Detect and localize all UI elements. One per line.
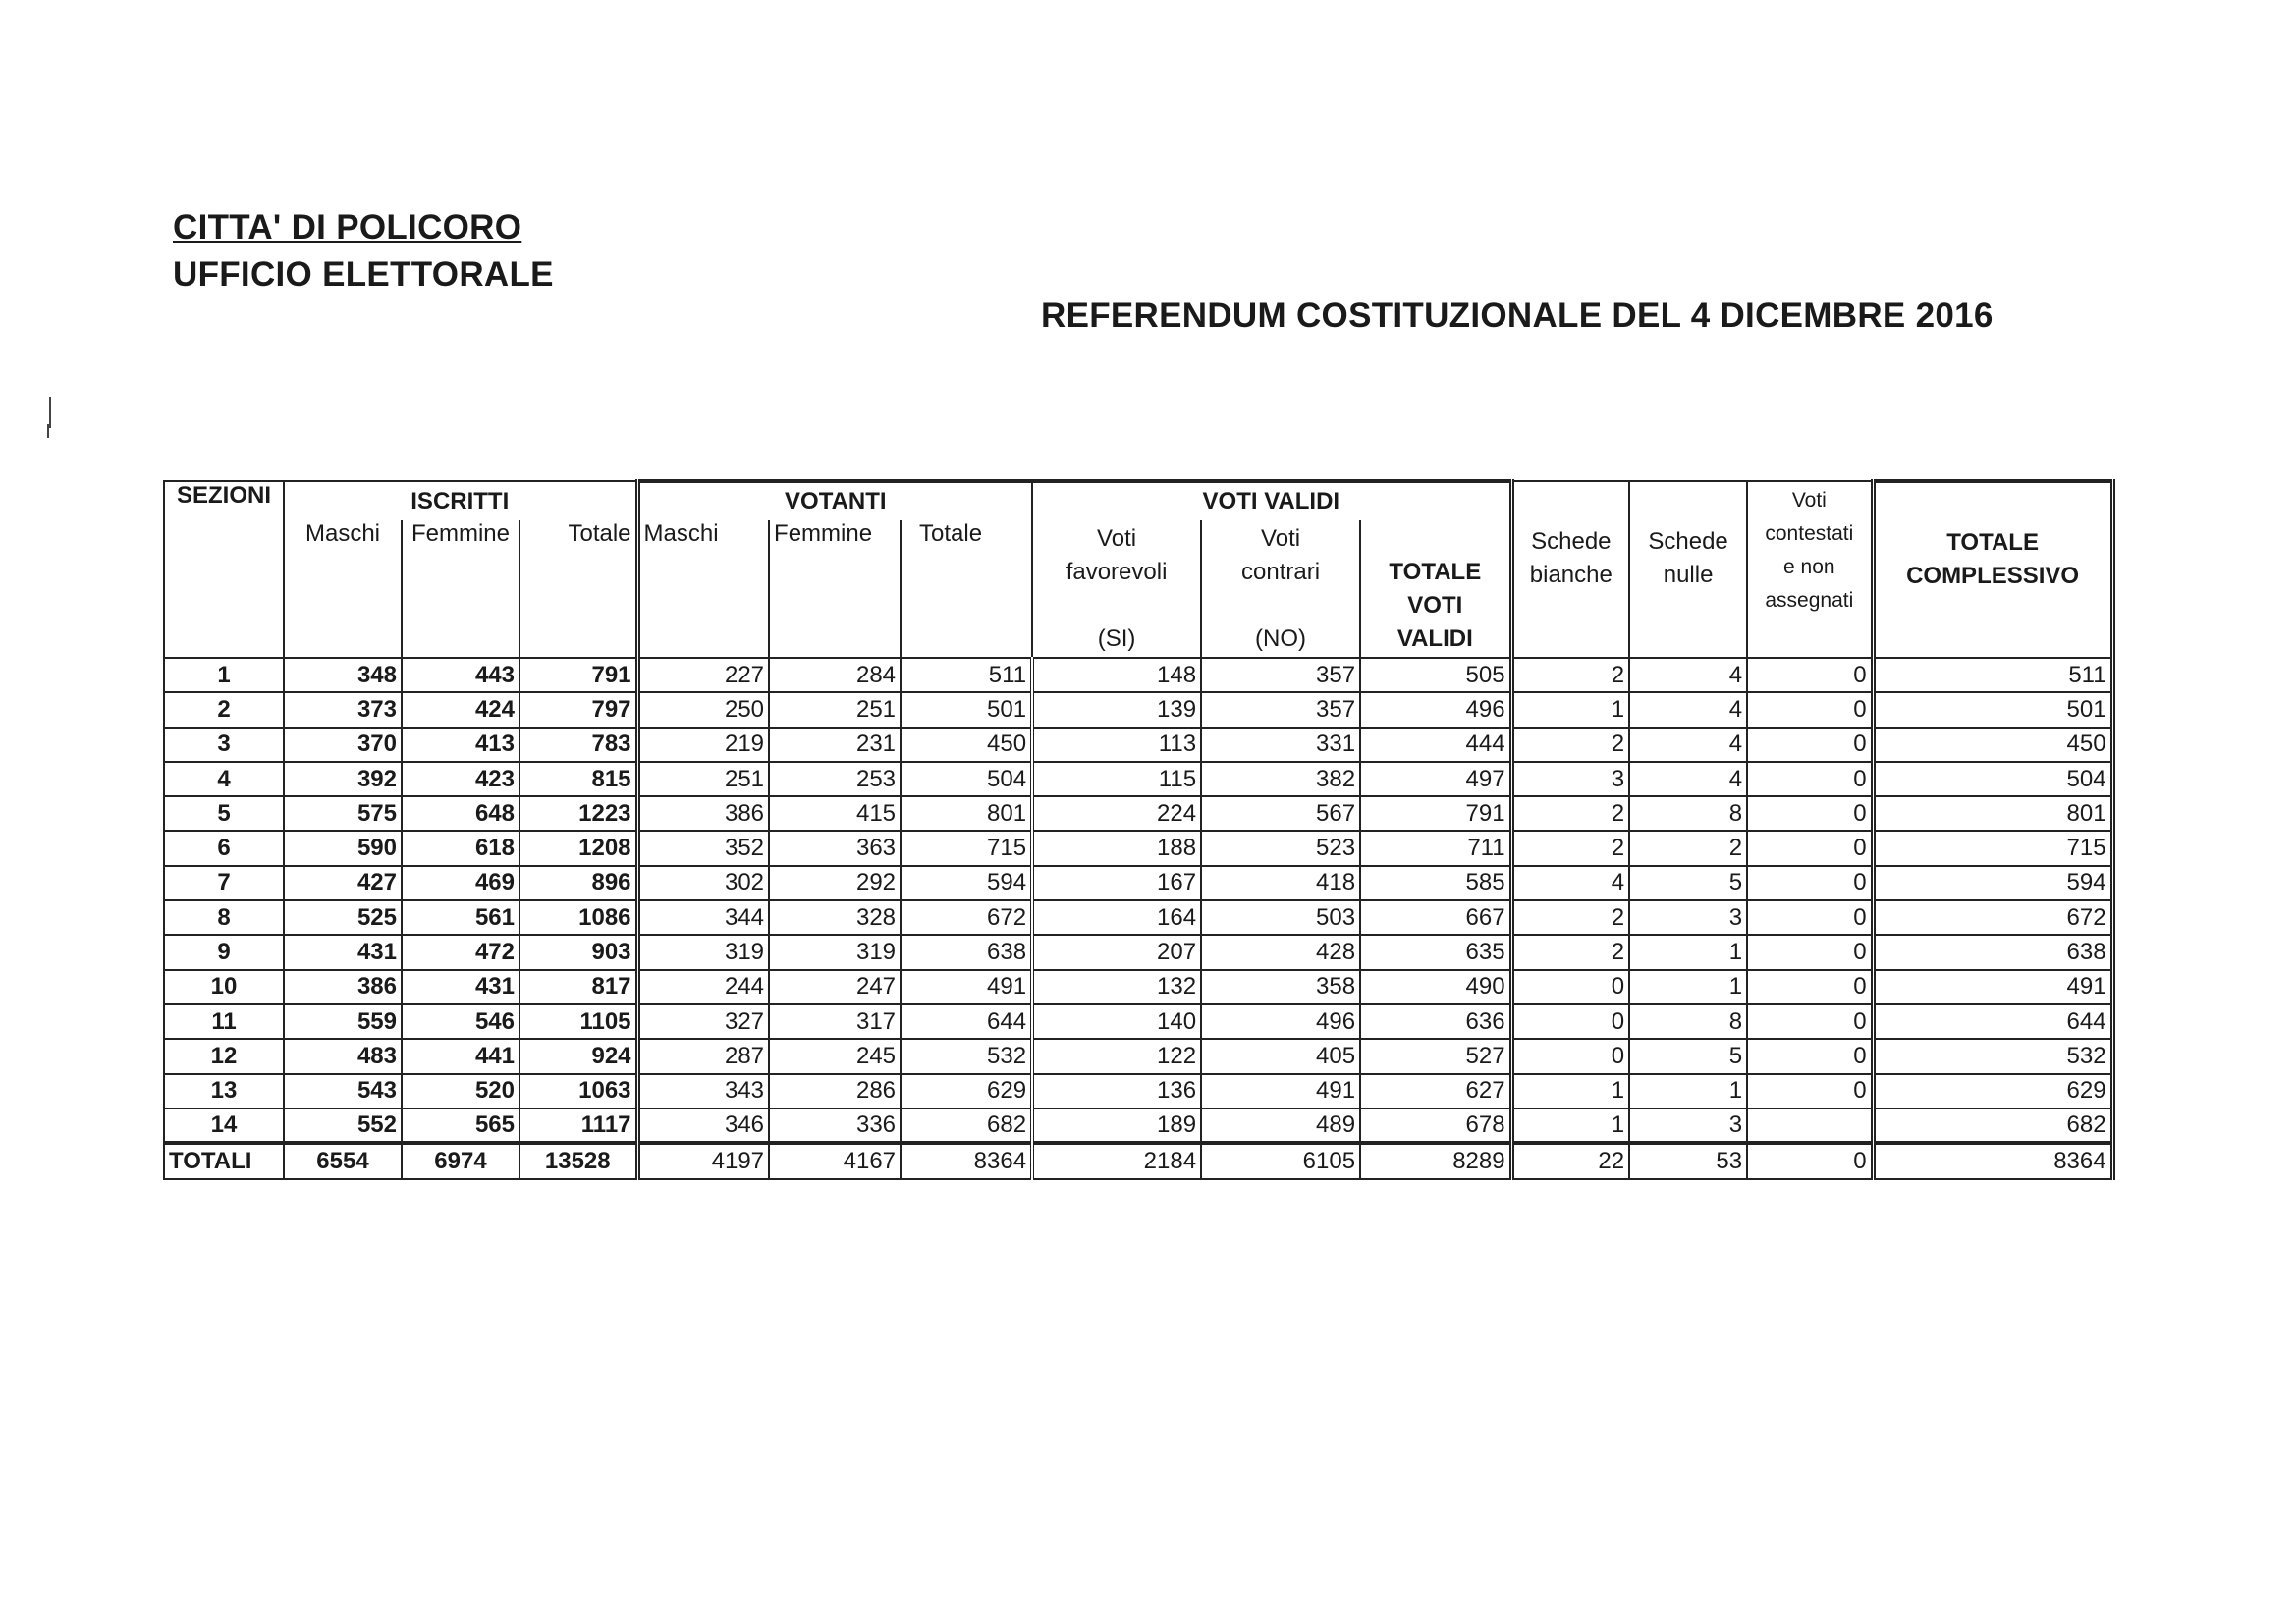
cell-schede-nulle: 5 xyxy=(1629,866,1747,900)
cell-votanti-femmine: 251 xyxy=(769,692,901,727)
cell-schede-bianche: 0 xyxy=(1511,1039,1629,1073)
header-group-votanti: VOTANTI xyxy=(637,481,1032,520)
cell-schede-nulle: 4 xyxy=(1629,762,1747,796)
cell-schede-bianche: 2 xyxy=(1511,831,1629,865)
cell-voti-contestati: 0 xyxy=(1747,762,1873,796)
cell-iscritti-femmine: 618 xyxy=(402,831,519,865)
cell-schede-bianche: 1 xyxy=(1511,692,1629,727)
cell-iscritti-femmine: 413 xyxy=(402,728,519,762)
header-sezioni: SEZIONI xyxy=(164,481,284,658)
cell-voti-contrari: 496 xyxy=(1201,1004,1360,1039)
table-row xyxy=(164,762,2112,796)
cell-schede-nulle: 4 xyxy=(1629,728,1747,762)
cell-iscritti-maschi: 6554 xyxy=(284,1143,402,1179)
cell-votanti-maschi: 219 xyxy=(637,728,769,762)
cell-schede-nulle: 5 xyxy=(1629,1039,1747,1073)
city-name: CITTA' DI POLICORO xyxy=(173,208,522,246)
cell-schede-nulle: 4 xyxy=(1629,658,1747,692)
cell-voti-favorevoli: 122 xyxy=(1032,1039,1201,1073)
cell-totale-voti-validi: 496 xyxy=(1360,692,1511,727)
cell-iscritti-totale: 1117 xyxy=(519,1109,637,1143)
cell-totale-complessivo: 532 xyxy=(1873,1039,2112,1073)
cell-voti-favorevoli: 113 xyxy=(1032,728,1201,762)
cell-iscritti-maschi: 559 xyxy=(284,1004,402,1039)
cell-sezione: 11 xyxy=(164,1004,284,1039)
cell-votanti-femmine: 253 xyxy=(769,762,901,796)
cell-iscritti-femmine: 520 xyxy=(402,1074,519,1109)
table-row xyxy=(164,831,2112,865)
cell-voti-contrari: 382 xyxy=(1201,762,1360,796)
cell-voti-favorevoli: 164 xyxy=(1032,900,1201,935)
cell-iscritti-totale: 13528 xyxy=(519,1143,637,1179)
cell-iscritti-totale: 1105 xyxy=(519,1004,637,1039)
cell-schede-nulle: 3 xyxy=(1629,900,1747,935)
table-row xyxy=(164,1109,2112,1143)
cell-voti-favorevoli: 188 xyxy=(1032,831,1201,865)
cell-totale-complessivo: 511 xyxy=(1873,658,2112,692)
cell-votanti-totale: 629 xyxy=(901,1074,1032,1109)
cell-votanti-femmine: 317 xyxy=(769,1004,901,1039)
cell-totale-voti-validi: 791 xyxy=(1360,796,1511,831)
header-group-voti-validi: VOTI VALIDI xyxy=(1032,481,1511,520)
cell-schede-bianche: 2 xyxy=(1511,900,1629,935)
cell-voti-contestati: 0 xyxy=(1747,866,1873,900)
cell-votanti-maschi: 251 xyxy=(637,762,769,796)
cell-sezione: 3 xyxy=(164,728,284,762)
cell-votanti-totale: 501 xyxy=(901,692,1032,727)
table-row xyxy=(164,728,2112,762)
cell-voti-favorevoli: 167 xyxy=(1032,866,1201,900)
cell-schede-nulle: 1 xyxy=(1629,1074,1747,1109)
cell-voti-favorevoli: 224 xyxy=(1032,796,1201,831)
cell-voti-contestati: 0 xyxy=(1747,658,1873,692)
cell-votanti-totale: 715 xyxy=(901,831,1032,865)
cell-voti-contestati: 0 xyxy=(1747,796,1873,831)
cell-totale-complessivo: 644 xyxy=(1873,1004,2112,1039)
cell-iscritti-maschi: 590 xyxy=(284,831,402,865)
cell-sezione: 4 xyxy=(164,762,284,796)
cell-voti-contrari: 6105 xyxy=(1201,1143,1360,1179)
cell-votanti-maschi: 4197 xyxy=(637,1143,769,1179)
cell-sezione: 9 xyxy=(164,935,284,969)
cell-voti-contestati: 0 xyxy=(1747,1074,1873,1109)
cell-totale-complessivo: 801 xyxy=(1873,796,2112,831)
cell-votanti-maschi: 244 xyxy=(637,970,769,1004)
cell-schede-bianche: 2 xyxy=(1511,658,1629,692)
cell-voti-contrari: 491 xyxy=(1201,1074,1360,1109)
scan-mark xyxy=(49,397,51,428)
cell-votanti-maschi: 250 xyxy=(637,692,769,727)
cell-votanti-maschi: 302 xyxy=(637,866,769,900)
cell-votanti-maschi: 227 xyxy=(637,658,769,692)
cell-voti-contrari: 405 xyxy=(1201,1039,1360,1073)
cell-votanti-femmine: 363 xyxy=(769,831,901,865)
cell-schede-nulle: 1 xyxy=(1629,935,1747,969)
cell-sezione: 6 xyxy=(164,831,284,865)
cell-voti-contestati: 0 xyxy=(1747,692,1873,727)
cell-iscritti-femmine: 469 xyxy=(402,866,519,900)
table-row xyxy=(164,866,2112,900)
cell-iscritti-femmine: 431 xyxy=(402,970,519,1004)
cell-iscritti-maschi: 525 xyxy=(284,900,402,935)
cell-totale-voti-validi: 585 xyxy=(1360,866,1511,900)
cell-voti-contestati: 0 xyxy=(1747,1004,1873,1039)
cell-sezione: 2 xyxy=(164,692,284,727)
cell-totale-complessivo: 638 xyxy=(1873,935,2112,969)
cell-iscritti-maschi: 431 xyxy=(284,935,402,969)
cell-votanti-totale: 511 xyxy=(901,658,1032,692)
cell-iscritti-totale: 817 xyxy=(519,970,637,1004)
header-iscritti-totale: Totale xyxy=(519,520,637,658)
cell-votanti-femmine: 415 xyxy=(769,796,901,831)
cell-iscritti-totale: 797 xyxy=(519,692,637,727)
cell-totale-voti-validi: 490 xyxy=(1360,970,1511,1004)
cell-schede-nulle: 8 xyxy=(1629,796,1747,831)
cell-votanti-totale: 682 xyxy=(901,1109,1032,1143)
cell-iscritti-femmine: 472 xyxy=(402,935,519,969)
cell-voti-favorevoli: 132 xyxy=(1032,970,1201,1004)
cell-schede-bianche: 0 xyxy=(1511,970,1629,1004)
cell-totale-complessivo: 491 xyxy=(1873,970,2112,1004)
cell-votanti-totale: 594 xyxy=(901,866,1032,900)
cell-iscritti-totale: 1086 xyxy=(519,900,637,935)
cell-voti-contrari: 489 xyxy=(1201,1109,1360,1143)
cell-votanti-maschi: 343 xyxy=(637,1074,769,1109)
cell-voti-favorevoli: 2184 xyxy=(1032,1143,1201,1179)
cell-schede-nulle: 3 xyxy=(1629,1109,1747,1143)
cell-sezione: 14 xyxy=(164,1109,284,1143)
table-row xyxy=(164,1004,2112,1039)
cell-iscritti-maschi: 543 xyxy=(284,1074,402,1109)
document-title: REFERENDUM COSTITUZIONALE DEL 4 DICEMBRE 2016 xyxy=(1041,297,1994,335)
cell-votanti-femmine: 286 xyxy=(769,1074,901,1109)
cell-totale-voti-validi: 627 xyxy=(1360,1074,1511,1109)
cell-iscritti-totale: 1063 xyxy=(519,1074,637,1109)
cell-voti-contestati: 0 xyxy=(1747,900,1873,935)
cell-voti-contrari: 357 xyxy=(1201,658,1360,692)
cell-totale-voti-validi: 667 xyxy=(1360,900,1511,935)
cell-schede-nulle: 8 xyxy=(1629,1004,1747,1039)
cell-totale-voti-validi: 678 xyxy=(1360,1109,1511,1143)
cell-totale-voti-validi: 635 xyxy=(1360,935,1511,969)
cell-iscritti-femmine: 565 xyxy=(402,1109,519,1143)
cell-votanti-femmine: 231 xyxy=(769,728,901,762)
cell-voti-contrari: 358 xyxy=(1201,970,1360,1004)
cell-schede-bianche: 22 xyxy=(1511,1143,1629,1179)
cell-totale-complessivo: 501 xyxy=(1873,692,2112,727)
cell-schede-bianche: 2 xyxy=(1511,796,1629,831)
cell-voti-favorevoli: 207 xyxy=(1032,935,1201,969)
cell-schede-bianche: 2 xyxy=(1511,728,1629,762)
cell-totale-complessivo: 504 xyxy=(1873,762,2112,796)
header-votanti-maschi: Maschi xyxy=(637,520,769,658)
cell-iscritti-totale: 1223 xyxy=(519,796,637,831)
cell-voti-contrari: 331 xyxy=(1201,728,1360,762)
cell-totale-voti-validi: 497 xyxy=(1360,762,1511,796)
cell-schede-bianche: 1 xyxy=(1511,1074,1629,1109)
cell-iscritti-maschi: 373 xyxy=(284,692,402,727)
cell-iscritti-totale: 924 xyxy=(519,1039,637,1073)
cell-iscritti-totale: 1208 xyxy=(519,831,637,865)
cell-iscritti-maschi: 483 xyxy=(284,1039,402,1073)
totals-row xyxy=(164,1143,2112,1179)
cell-voti-contrari: 357 xyxy=(1201,692,1360,727)
header-votanti-totale: Totale xyxy=(901,520,1032,658)
header-voti-contrari: Voti contrari (NO) xyxy=(1201,520,1360,658)
cell-voti-favorevoli: 140 xyxy=(1032,1004,1201,1039)
cell-totale-complessivo: 682 xyxy=(1873,1109,2112,1143)
cell-voti-favorevoli: 115 xyxy=(1032,762,1201,796)
cell-voti-contestati: 0 xyxy=(1747,728,1873,762)
table-row xyxy=(164,935,2112,969)
header-schede-bianche: Schede bianche xyxy=(1511,481,1629,658)
scan-mark xyxy=(47,424,49,438)
cell-totale-voti-validi: 505 xyxy=(1360,658,1511,692)
cell-schede-bianche: 1 xyxy=(1511,1109,1629,1143)
cell-voti-favorevoli: 136 xyxy=(1032,1074,1201,1109)
cell-iscritti-femmine: 424 xyxy=(402,692,519,727)
cell-votanti-totale: 644 xyxy=(901,1004,1032,1039)
cell-schede-nulle: 53 xyxy=(1629,1143,1747,1179)
cell-schede-nulle: 2 xyxy=(1629,831,1747,865)
cell-totale-voti-validi: 444 xyxy=(1360,728,1511,762)
cell-totale-complessivo: 715 xyxy=(1873,831,2112,865)
table-row xyxy=(164,970,2112,1004)
cell-sezione: 10 xyxy=(164,970,284,1004)
cell-votanti-maschi: 386 xyxy=(637,796,769,831)
cell-iscritti-femmine: 561 xyxy=(402,900,519,935)
cell-iscritti-totale: 896 xyxy=(519,866,637,900)
cell-voti-contestati: 0 xyxy=(1747,1039,1873,1073)
cell-votanti-maschi: 352 xyxy=(637,831,769,865)
results-table xyxy=(163,479,2115,1180)
cell-schede-bianche: 0 xyxy=(1511,1004,1629,1039)
header-votanti-femmine: Femmine xyxy=(769,520,901,658)
cell-voti-contrari: 428 xyxy=(1201,935,1360,969)
cell-iscritti-totale: 791 xyxy=(519,658,637,692)
cell-sezione: 12 xyxy=(164,1039,284,1073)
cell-voti-favorevoli: 139 xyxy=(1032,692,1201,727)
table-row xyxy=(164,1074,2112,1109)
cell-sezione: 7 xyxy=(164,866,284,900)
cell-votanti-femmine: 284 xyxy=(769,658,901,692)
cell-iscritti-maschi: 386 xyxy=(284,970,402,1004)
cell-voti-contrari: 567 xyxy=(1201,796,1360,831)
cell-totale-voti-validi: 636 xyxy=(1360,1004,1511,1039)
header-iscritti-femmine: Femmine xyxy=(402,520,519,658)
cell-schede-bianche: 2 xyxy=(1511,935,1629,969)
cell-schede-bianche: 3 xyxy=(1511,762,1629,796)
cell-voti-contrari: 418 xyxy=(1201,866,1360,900)
table-row xyxy=(164,1039,2112,1073)
cell-totale-complessivo: 450 xyxy=(1873,728,2112,762)
cell-votanti-femmine: 336 xyxy=(769,1109,901,1143)
cell-votanti-femmine: 247 xyxy=(769,970,901,1004)
cell-votanti-totale: 8364 xyxy=(901,1143,1032,1179)
header-voti-contestati: Voti contestati e non assegnati xyxy=(1747,481,1873,658)
table-row xyxy=(164,796,2112,831)
office-name: UFFICIO ELETTORALE xyxy=(173,255,554,294)
cell-totale-complessivo: 629 xyxy=(1873,1074,2112,1109)
cell-schede-nulle: 4 xyxy=(1629,692,1747,727)
cell-voti-contestati: 0 xyxy=(1747,831,1873,865)
cell-votanti-totale: 672 xyxy=(901,900,1032,935)
cell-iscritti-totale: 903 xyxy=(519,935,637,969)
cell-votanti-maschi: 327 xyxy=(637,1004,769,1039)
header-totale-voti-validi: TOTALE VOTI VALIDI xyxy=(1360,520,1511,658)
cell-votanti-totale: 801 xyxy=(901,796,1032,831)
cell-voti-contestati: 0 xyxy=(1747,970,1873,1004)
cell-iscritti-maschi: 392 xyxy=(284,762,402,796)
table-body xyxy=(164,658,2112,1179)
cell-iscritti-femmine: 423 xyxy=(402,762,519,796)
cell-votanti-totale: 491 xyxy=(901,970,1032,1004)
cell-iscritti-femmine: 441 xyxy=(402,1039,519,1073)
cell-iscritti-femmine: 648 xyxy=(402,796,519,831)
cell-votanti-totale: 532 xyxy=(901,1039,1032,1073)
cell-votanti-femmine: 328 xyxy=(769,900,901,935)
cell-voti-contestati: 0 xyxy=(1747,1143,1873,1179)
cell-voti-contestati xyxy=(1747,1109,1873,1143)
cell-votanti-femmine: 4167 xyxy=(769,1143,901,1179)
cell-sezione: TOTALI xyxy=(164,1143,284,1179)
cell-voti-favorevoli: 189 xyxy=(1032,1109,1201,1143)
header-schede-nulle: Schede nulle xyxy=(1629,481,1747,658)
table-row xyxy=(164,900,2112,935)
cell-voti-contrari: 503 xyxy=(1201,900,1360,935)
cell-totale-complessivo: 594 xyxy=(1873,866,2112,900)
cell-votanti-maschi: 319 xyxy=(637,935,769,969)
cell-totale-voti-validi: 711 xyxy=(1360,831,1511,865)
cell-votanti-femmine: 292 xyxy=(769,866,901,900)
cell-votanti-totale: 504 xyxy=(901,762,1032,796)
cell-iscritti-totale: 783 xyxy=(519,728,637,762)
cell-totale-voti-validi: 527 xyxy=(1360,1039,1511,1073)
cell-iscritti-femmine: 6974 xyxy=(402,1143,519,1179)
cell-iscritti-maschi: 575 xyxy=(284,796,402,831)
cell-sezione: 5 xyxy=(164,796,284,831)
cell-sezione: 13 xyxy=(164,1074,284,1109)
cell-votanti-totale: 638 xyxy=(901,935,1032,969)
cell-iscritti-maschi: 427 xyxy=(284,866,402,900)
table-row xyxy=(164,692,2112,727)
cell-iscritti-totale: 815 xyxy=(519,762,637,796)
cell-sezione: 1 xyxy=(164,658,284,692)
cell-votanti-maschi: 346 xyxy=(637,1109,769,1143)
cell-voti-favorevoli: 148 xyxy=(1032,658,1201,692)
cell-totale-complessivo: 672 xyxy=(1873,900,2112,935)
cell-iscritti-femmine: 443 xyxy=(402,658,519,692)
cell-votanti-femmine: 319 xyxy=(769,935,901,969)
cell-voti-contrari: 523 xyxy=(1201,831,1360,865)
cell-votanti-totale: 450 xyxy=(901,728,1032,762)
cell-sezione: 8 xyxy=(164,900,284,935)
cell-iscritti-maschi: 348 xyxy=(284,658,402,692)
cell-schede-bianche: 4 xyxy=(1511,866,1629,900)
header-iscritti-maschi: Maschi xyxy=(284,520,402,658)
cell-voti-contestati: 0 xyxy=(1747,935,1873,969)
cell-iscritti-maschi: 552 xyxy=(284,1109,402,1143)
cell-totale-complessivo: 8364 xyxy=(1873,1143,2112,1179)
header-voti-favorevoli: Voti favorevoli (SI) xyxy=(1032,520,1201,658)
cell-votanti-femmine: 245 xyxy=(769,1039,901,1073)
cell-iscritti-maschi: 370 xyxy=(284,728,402,762)
header-group-iscritti: ISCRITTI xyxy=(284,481,637,520)
cell-totale-voti-validi: 8289 xyxy=(1360,1143,1511,1179)
cell-votanti-maschi: 287 xyxy=(637,1039,769,1073)
cell-schede-nulle: 1 xyxy=(1629,970,1747,1004)
header-totale-complessivo: TOTALE COMPLESSIVO xyxy=(1873,481,2112,658)
table-row xyxy=(164,658,2112,692)
cell-votanti-maschi: 344 xyxy=(637,900,769,935)
cell-iscritti-femmine: 546 xyxy=(402,1004,519,1039)
